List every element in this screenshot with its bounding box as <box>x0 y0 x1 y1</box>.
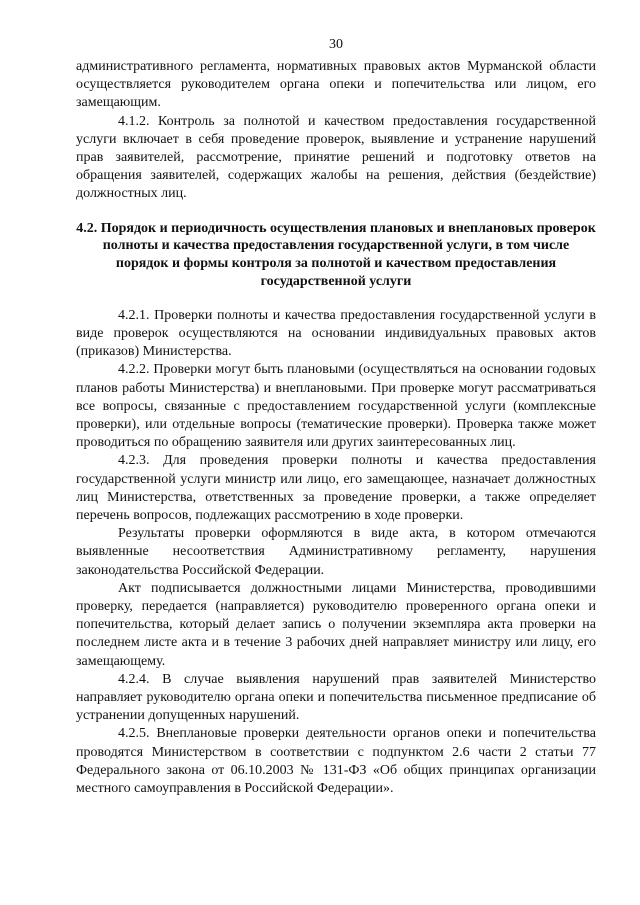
page-number: 30 <box>329 37 343 52</box>
paragraph-4-2-1: 4.2.1. Проверки полноты и качества предоставления государственной услуги в виде проверок осуществляются на основании индивидуальных правовых актов (приказов) Министерства. <box>76 307 596 360</box>
paragraph-act: Акт подписывается должностными лицами Министерства, проводившими проверку, передается (направляется) руководителю проверенного органа опеки и попечительства, который делает запись о получении экземпляра акта проверки на последнем листе акта и в течение 3 рабочих дней направляет министру или лицу, его замещающему. <box>76 580 596 669</box>
paragraph-continuation: административного регламента, нормативных правовых актов Мурманской области осуществляется руководителем органа опеки и попечительства или лицом, его замещающим. <box>76 59 596 111</box>
paragraph-4-2-5: 4.2.5. Внеплановые проверки деятельности органов опеки и попечительства проводятся Министерством в соответствии с подпунктом 2.6 части 2 статьи 77 Федерального закона от 06.10.2003 № 131-ФЗ «Об общих принципах организации местного самоуправления в Российской Федерации». <box>76 726 596 797</box>
document-page <box>76 0 596 905</box>
paragraph-results: Результаты проверки оформляются в виде акта, в котором отмечаются выявленные несоответствия Административному регламенту, нарушения законодательства Российской Федерации. <box>76 526 596 578</box>
paragraph-4-2-3: 4.2.3. Для проведения проверки полноты и качества предоставления государственной услуги министр или лицо, его замещающее, назначает должностных лиц Министерства, ответственных за проведение проверки, а также определяет перечень вопросов, подлежащих рассмотрению в ходе проверки. <box>76 453 596 524</box>
section-heading-4-2: 4.2. Порядок и периодичность осуществления плановых и внеплановых проверок полноты и качества предоставления государственной услуги, в том числе порядок и формы контроля за полнотой и качеством предоставления государственной услуги <box>76 220 596 290</box>
paragraph-4-1-2: 4.1.2. Контроль за полнотой и качеством предоставления государственной услуги включает в себя проведение проверок, выявление и устранение нарушений прав заявителей, рассмотрение, принятие решений и подготовку ответов на обращения заявителей, содержащих жалобы на решения, действия (бездействие) должностных лиц. <box>76 113 596 202</box>
paragraph-4-2-4: 4.2.4. В случае выявления нарушений прав заявителей Министерство направляет руководителю органа опеки и попечительства письменное предписание об устранении допущенных нарушений. <box>76 671 596 724</box>
page-content <box>76 58 596 798</box>
paragraph-4-2-2: 4.2.2. Проверки могут быть плановыми (осуществляться на основании годовых планов работы Министерства) и внеплановыми. При проверке могут рассматриваться все вопросы, связанные с предоставлением государственной услуги (комплексные проверки), или отдельные вопросы (тематические проверки). Проверка также может проводиться по обращению заявителя или других заинтересованных лиц. <box>76 362 596 451</box>
